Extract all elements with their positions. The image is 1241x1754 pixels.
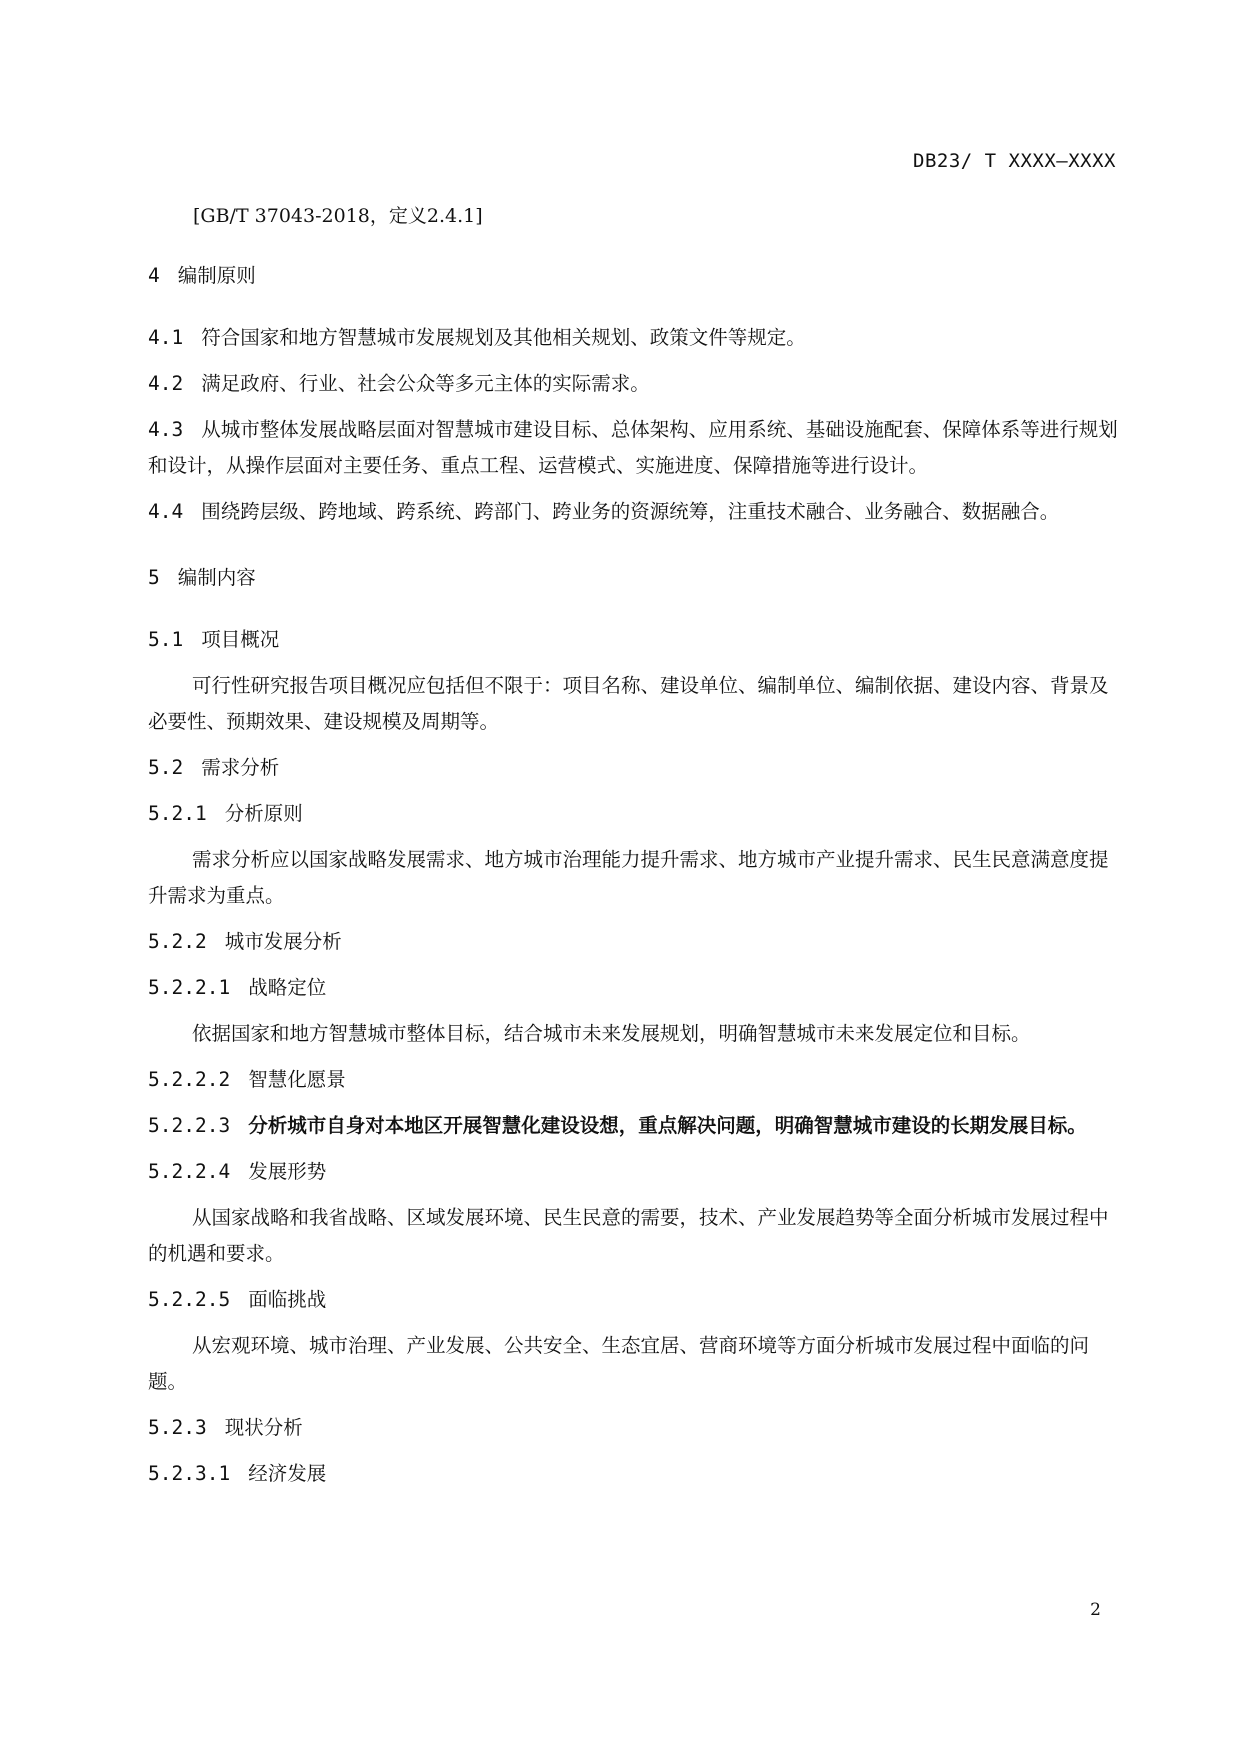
clause-number: 5.2.3 (148, 1416, 207, 1439)
clause-text: 符合国家和地方智慧城市发展规划及其他相关规划、政策文件等规定。 (201, 326, 806, 349)
clause-5-2-3-1-heading (148, 1456, 1118, 1492)
clause-text: 围绕跨层级、跨地域、跨系统、跨部门、跨业务的资源统筹，注重技术融合、业务融合、数据融合。 (201, 500, 1060, 523)
clause-4-4 (148, 494, 1118, 530)
section-title: 编制内容 (177, 566, 256, 589)
section-4-heading (148, 258, 1118, 294)
reference-citation: [GB/T 37043-2018，定义2.4.1] (193, 205, 483, 227)
page-content (148, 198, 1118, 1492)
clause-5-2-2-heading (148, 924, 1118, 960)
clause-number: 5.2.2.3 (148, 1114, 231, 1137)
clause-title: 智慧化愿景 (248, 1068, 346, 1091)
clause-title: 发展形势 (248, 1160, 327, 1183)
clause-title: 城市发展分析 (224, 930, 342, 953)
clause-5-2-2-1-text: 依据国家和地方智慧城市整体目标，结合城市未来发展规划，明确智慧城市未来发展定位和目标。 (192, 1022, 1031, 1045)
clause-5-2-1-text: 需求分析应以国家战略发展需求、地方城市治理能力提升需求、地方城市产业提升需求、民生民意满意度提升需求为重点。 (148, 848, 1109, 907)
clause-title: 战略定位 (248, 976, 327, 999)
clause-number: 5.2.2.1 (148, 976, 231, 999)
clause-number: 4.1 (148, 326, 184, 349)
clause-5-2-2-2-heading (148, 1062, 1118, 1098)
section-number: 5 (148, 566, 160, 589)
section-5-heading (148, 560, 1118, 596)
clause-title: 项目概况 (201, 628, 280, 651)
clause-5-2-2-3-heading (148, 1108, 1118, 1144)
clause-number: 5.2 (148, 756, 184, 779)
clause-5-2-2-5-heading (148, 1282, 1118, 1318)
clause-5-2-2-4-text: 从国家战略和我省战略、区域发展环境、民生民意的需要，技术、产业发展趋势等全面分析城市发展过程中的机遇和要求。 (148, 1206, 1109, 1265)
clause-number: 5.2.2.2 (148, 1068, 231, 1091)
clause-5-2-heading (148, 750, 1118, 786)
clause-5-1-text: 可行性研究报告项目概况应包括但不限于：项目名称、建设单位、编制单位、编制依据、建设内容、背景及必要性、预期效果、建设规模及周期等。 (148, 674, 1109, 733)
clause-5-2-2-4-heading (148, 1154, 1118, 1190)
clause-4-1 (148, 320, 1118, 356)
clause-number: 5.2.2.5 (148, 1288, 231, 1311)
clause-5-2-1-heading (148, 796, 1118, 832)
clause-number: 5.2.3.1 (148, 1462, 231, 1485)
clause-number: 4.2 (148, 372, 184, 395)
clause-number: 4.4 (148, 500, 184, 523)
clause-5-2-2-1-heading (148, 970, 1118, 1006)
clause-title: 需求分析 (201, 756, 280, 779)
clause-number: 5.2.2.4 (148, 1160, 231, 1183)
document-code: DB23/ T XXXX—XXXX (913, 150, 1116, 172)
clause-4-3 (148, 412, 1118, 484)
clause-title: 分析原则 (224, 802, 303, 825)
clause-5-2-3-heading (148, 1410, 1118, 1446)
clause-text: 从城市整体发展战略层面对智慧城市建设目标、总体架构、应用系统、基础设施配套、保障体系等进行规划和设计，从操作层面对主要任务、重点工程、运营模式、实施进度、保障措施等进行设计。 (148, 418, 1118, 477)
clause-5-1-heading (148, 622, 1118, 658)
clause-title: 经济发展 (248, 1462, 327, 1485)
clause-5-2-2-5-text: 从宏观环境、城市治理、产业发展、公共安全、生态宜居、营商环境等方面分析城市发展过程中面临的问题。 (148, 1334, 1090, 1393)
clause-number: 5.2.2 (148, 930, 207, 953)
clause-text: 满足政府、行业、社会公众等多元主体的实际需求。 (201, 372, 650, 395)
page-number: 2 (1090, 1600, 1101, 1620)
clause-title: 分析城市自身对本地区开展智慧化建设设想，重点解决问题，明确智慧城市建设的长期发展目标。 (248, 1114, 1087, 1137)
clause-title: 现状分析 (224, 1416, 303, 1439)
clause-number: 5.1 (148, 628, 184, 651)
clause-number: 5.2.1 (148, 802, 207, 825)
clause-title: 面临挑战 (248, 1288, 327, 1311)
clause-number: 4.3 (148, 418, 184, 441)
section-number: 4 (148, 264, 160, 287)
clause-4-2 (148, 366, 1118, 402)
section-title: 编制原则 (177, 264, 256, 287)
